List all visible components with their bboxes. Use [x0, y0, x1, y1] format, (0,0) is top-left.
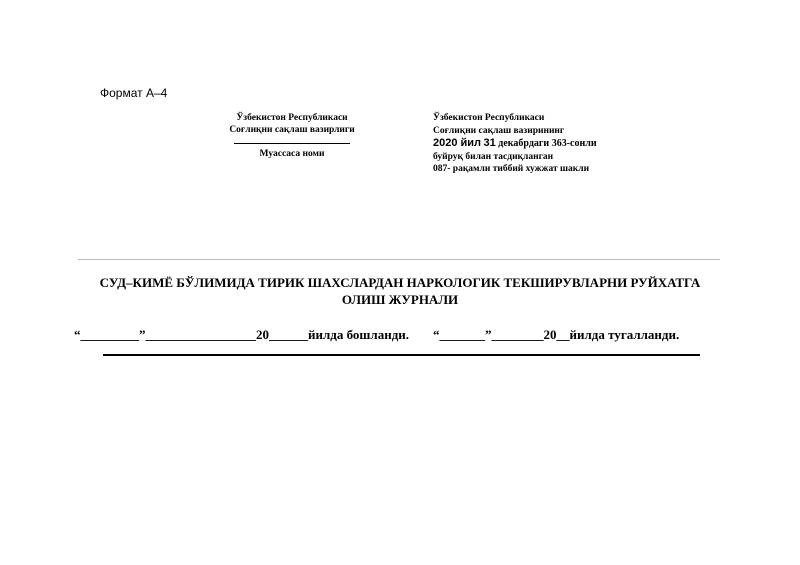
start-date-field: “_________”_________________20______йилда бошланди. — [74, 327, 410, 342]
approval-date-year: 2020 йил — [433, 137, 482, 149]
approval-date-rest: декабрдаги 363-сонли — [498, 138, 597, 149]
journal-dates-row — [74, 327, 734, 343]
approval-country: Ўзбекистон Республикаси — [433, 113, 545, 123]
format-label: Формат А–4 — [100, 86, 168, 100]
approval-order: буйруқ билан тасдиқланган — [433, 151, 554, 162]
institution-country: Ўзбекистон Республикаси — [236, 113, 348, 123]
approval-date-day: 31 — [483, 137, 496, 149]
institution-ministry: Соғлиқни сақлаш вазирлиги — [229, 125, 355, 135]
document-title — [70, 274, 730, 308]
bottom-underline — [103, 354, 700, 356]
separator-line — [78, 259, 720, 260]
approval-ministry: Соғлиқни сақлаш вазирининг — [433, 125, 565, 136]
document-title-line2: ОЛИШ ЖУРНАЛИ — [341, 292, 459, 307]
institution-name-blank-line — [234, 143, 350, 144]
approval-date-line — [433, 137, 597, 151]
institution-name-label: Муассаса номи — [259, 149, 325, 159]
document-title-line1: СУД–КИМЁ БЎЛИМИДА ТИРИК ШАХСЛАРДАН НАРКОЛОГИК ТЕКШИРУВЛАРНИ РУЙХАТГА — [99, 275, 701, 290]
end-date-field: “_______”________20__йилда тугалланди. — [433, 327, 680, 342]
approval-header — [433, 112, 597, 176]
approval-form-number: 087- рақамли тиббий хужжат шакли — [433, 164, 590, 174]
institution-header — [222, 112, 362, 160]
